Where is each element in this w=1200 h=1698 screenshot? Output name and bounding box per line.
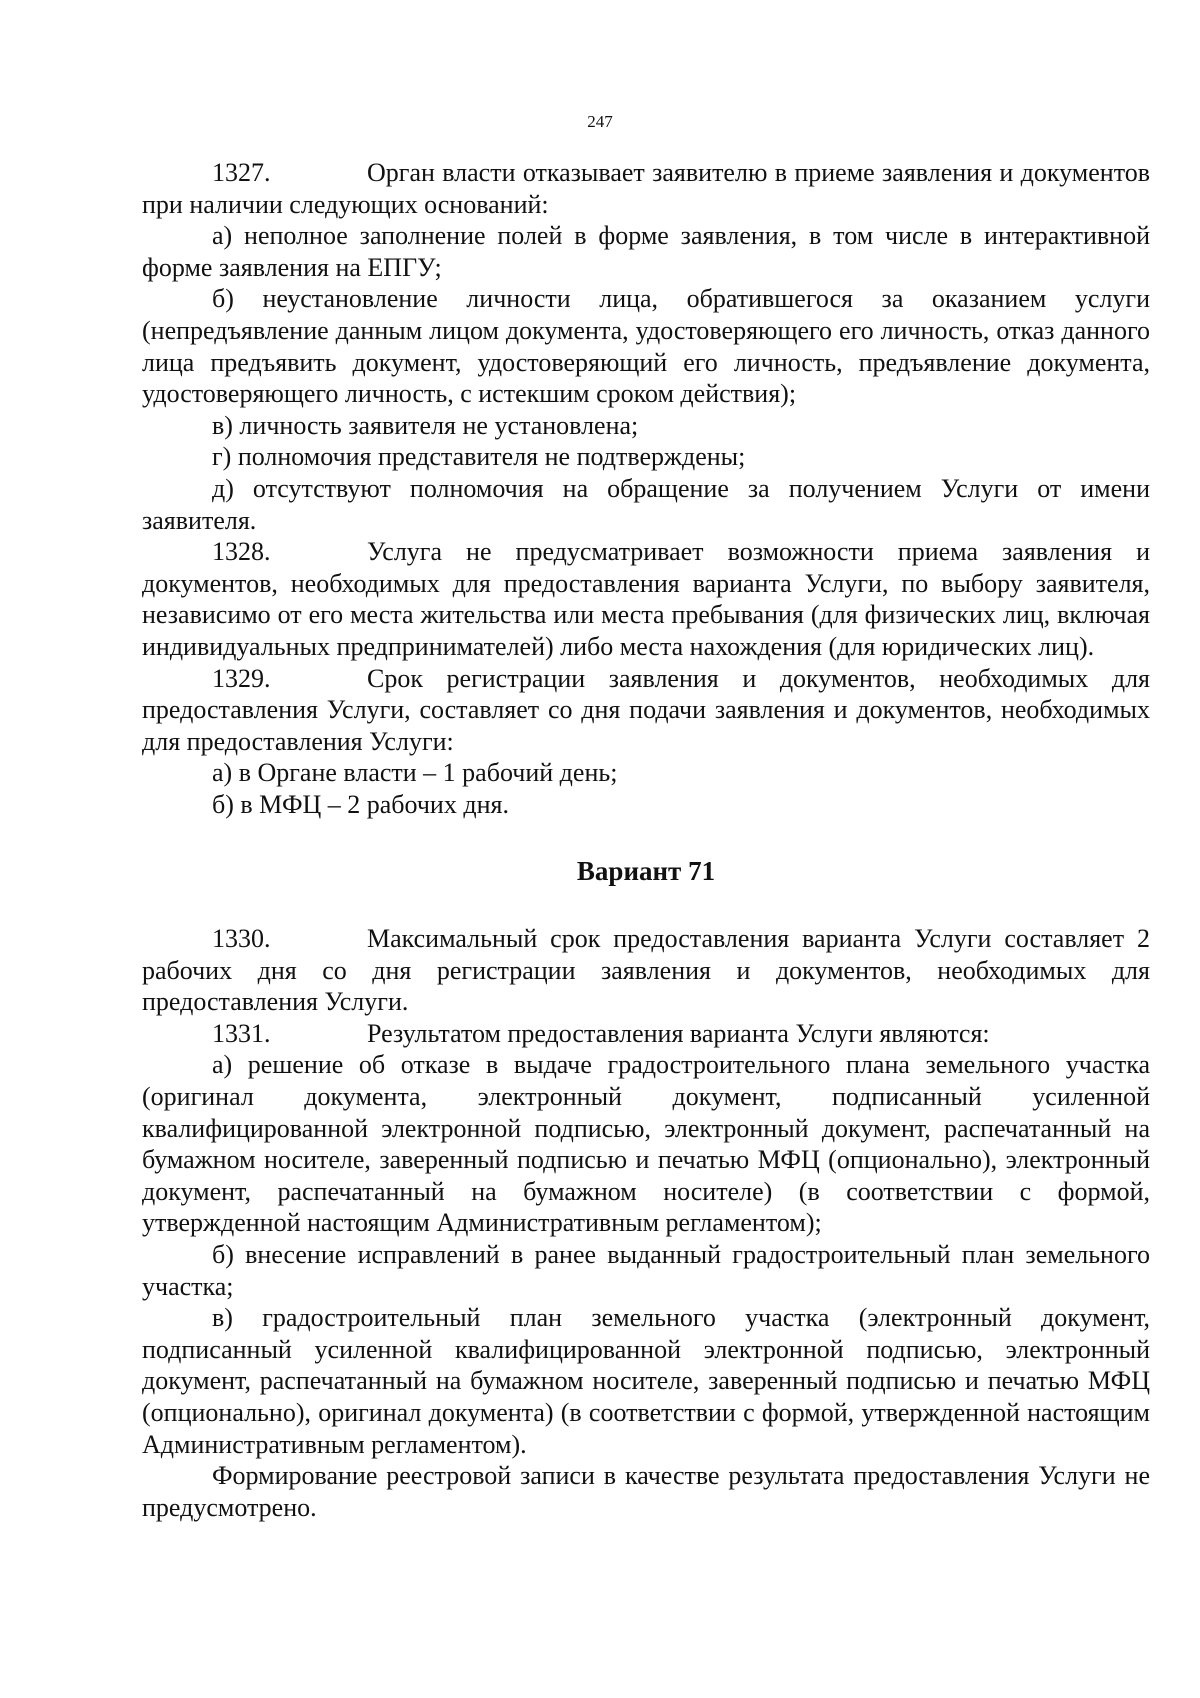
section-after-heading bbox=[142, 923, 1150, 1523]
paragraph-number: 1330. bbox=[212, 924, 271, 954]
paragraph-text: д) отсутствуют полномочия на обращение за получением Услуги от имени заявителя. bbox=[142, 473, 1150, 535]
paragraph-text: Орган власти отказывает заявителю в приеме заявления и документов при наличии следующих оснований: bbox=[142, 158, 1150, 219]
paragraph-number: 1331. bbox=[212, 1018, 271, 1048]
paragraph-text: в) личность заявителя не установлена; bbox=[212, 410, 639, 440]
numbered-paragraph bbox=[142, 923, 1150, 1018]
paragraph-text: а) в Органе власти – 1 рабочий день; bbox=[212, 758, 618, 788]
paragraph bbox=[142, 1460, 1150, 1523]
paragraph-text: Срок регистрации заявления и документов, необходимых для предоставления Услуги, составляет со дня подачи заявления и документов, необходимых для предоставления Услуги: bbox=[142, 663, 1150, 756]
numbered-paragraph bbox=[142, 536, 1150, 662]
paragraph bbox=[142, 1302, 1150, 1460]
paragraph-text: Услуга не предусматривает возможности приема заявления и документов, необходимых для предоставления варианта Услуги, по выбору заявителя, независимо от его места жительства или места пребывания (для физических лиц, включая индивидуальных предпринимателей) либо места нахождения (для юридических лиц). bbox=[142, 537, 1150, 661]
paragraph-text: в) градостроительный план земельного участка (электронный документ, подписанный усиленной квалифицированной электронной подписью, электронный документ, распечатанный на бумажном носителе, заверенный подписью и печатью МФЦ (опционально), оригинал документа) (в соответствии с формой, утвержденной настоящим Административным регламентом). bbox=[142, 1303, 1150, 1459]
paragraph bbox=[142, 1049, 1150, 1239]
paragraph bbox=[142, 1239, 1150, 1302]
document-body bbox=[142, 157, 1150, 1523]
paragraph-number: 1327. bbox=[212, 158, 271, 187]
page-number: 247 bbox=[587, 112, 613, 131]
paragraph-text: г) полномочия представителя не подтверждены; bbox=[212, 442, 746, 472]
paragraph-text: б) внесение исправлений в ранее выданный градостроительный план земельного участка; bbox=[142, 1240, 1150, 1301]
paragraph bbox=[142, 441, 1150, 473]
paragraph-text: Формирование реестровой записи в качестве результата предоставления Услуги не предусмотрено. bbox=[142, 1461, 1150, 1522]
paragraph-number: 1328. bbox=[212, 537, 271, 567]
paragraph bbox=[142, 789, 1150, 821]
numbered-paragraph bbox=[142, 157, 1150, 220]
paragraph bbox=[142, 220, 1150, 283]
variant-heading: Вариант 71 bbox=[576, 856, 716, 887]
paragraph-number: 1329. bbox=[212, 663, 271, 693]
paragraph-text: б) неустановление личности лица, обратившегося за оказанием услуги (непредъявление данным лицом документа, удостоверяющего его личность, отказ данного лица предъявить документ, удостоверяющий его личность, предъявление документа, удостоверяющего личность, с истекшим сроком действия); bbox=[142, 284, 1150, 409]
section-before-heading bbox=[142, 157, 1150, 820]
paragraph bbox=[142, 473, 1150, 536]
paragraph-text: б) в МФЦ – 2 рабочих дня. bbox=[212, 789, 509, 819]
paragraph-text: Максимальный срок предоставления варианта Услуги составляет 2 рабочих дня со дня регистрации заявления и документов, необходимых для предоставления Услуги. bbox=[142, 924, 1150, 1017]
paragraph-text: а) неполное заполнение полей в форме заявления, в том числе в интерактивной форме заявления на ЕПГУ; bbox=[142, 221, 1150, 282]
numbered-paragraph bbox=[142, 663, 1150, 758]
paragraph bbox=[142, 283, 1150, 409]
paragraph bbox=[142, 410, 1150, 442]
numbered-paragraph bbox=[142, 1018, 1150, 1050]
paragraph-text: Результатом предоставления варианта Услуги являются: bbox=[367, 1018, 990, 1048]
paragraph bbox=[142, 757, 1150, 789]
paragraph-text: а) решение об отказе в выдаче градостроительного плана земельного участка (оригинал документа, электронный документ, подписанный усиленной квалифицированной электронной подписью, электронный документ, распечатанный на бумажном носителе, заверенный подписью и печатью МФЦ (опционально), электронный документ, распечатанный на бумажном носителе) (в соответствии с формой, утвержденной настоящим Административным регламентом); bbox=[142, 1050, 1150, 1238]
